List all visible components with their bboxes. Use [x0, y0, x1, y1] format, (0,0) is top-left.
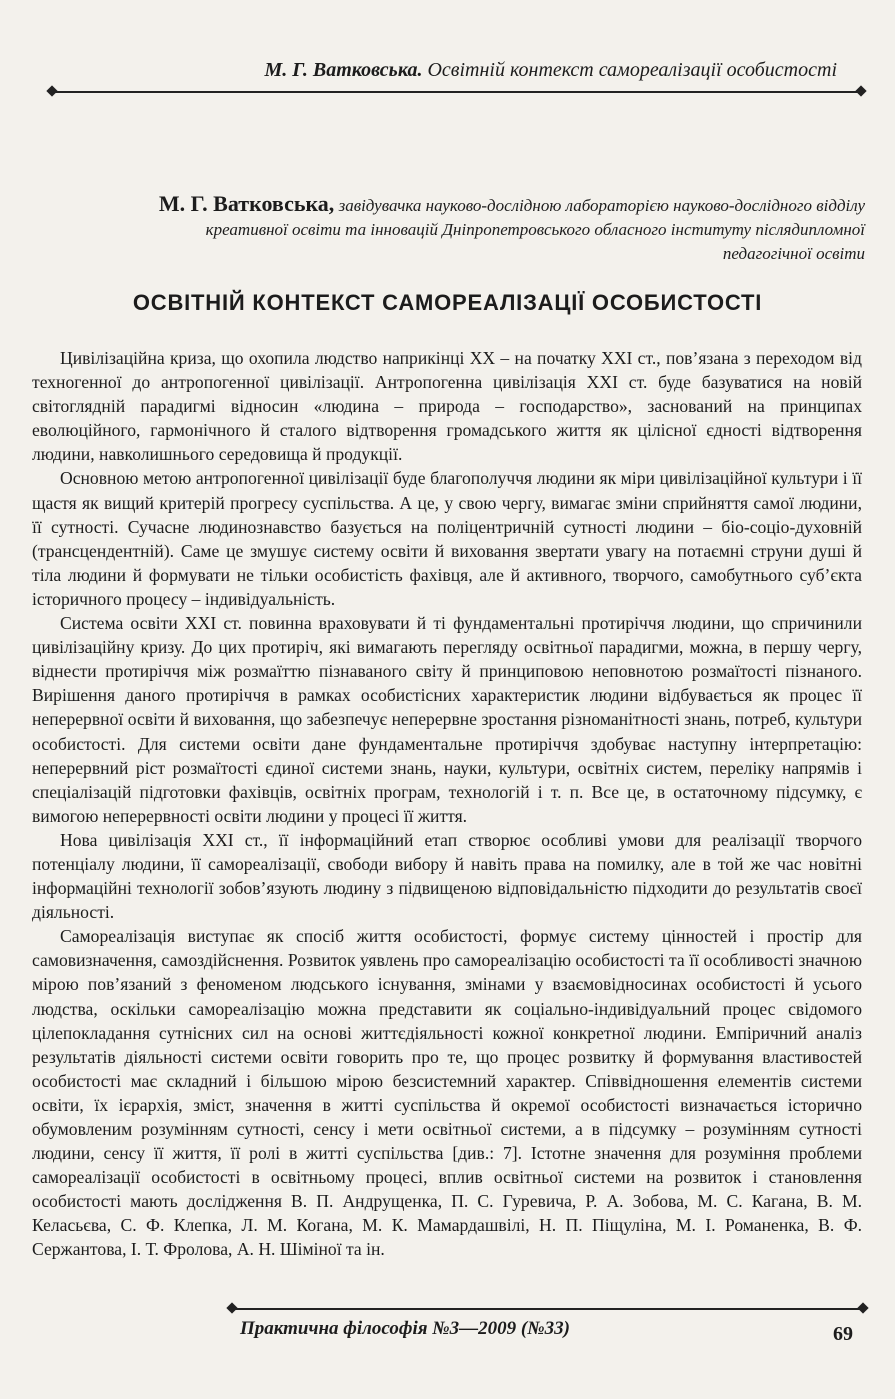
body-paragraph: Самореалізація виступає як спосіб життя особистості, формує систему цінностей і простір для самовизначення, самоздійснення. Розвиток уявлень про самореалізацію особистості та її особливості значною мірою пов’язаний з феноменом людського існування, змінами у взаємовідносинах особистості й усього людства, оскільки самореалізацію можна представити як соціально-індивідуальний процес свідомого цілепокладання сутнісних сил на основі життєдіяльності кожної конкретної людини. Емпіричний аналіз результатів діяльності системи освіти говорить про те, що процес розвитку й формування властивостей особистості має складний і більшою мірою безсистемний характер. Співвідношення елементів системи освіти, їх ієрархія, зміст, значення в житті суспільства й окремої особистості визначається історично обумовленим розумінням сутності, сенсу і мети освітньої системи, а в підсумку – розумінням сутності людини, сенсу її життя, її ролі в житті суспільства [див.: 7]. Істотне значення для розуміння проблеми самореалізації особистості в освітньому процесі, вплив освітньої системи на розвиток і становлення особистості мають дослідження В. П. Андрущенка, П. С. Гуревича, Р. А. Зобова, М. С. Кагана, В. М. Келасьєва, С. Ф. Клепка, Л. М. Когана, М. К. Мамардашвілі, Н. П. Піщуліна, М. І. Романенка, В. Ф. Сержантова, І. Т. Фролова, А. Н. Шіміної та ін.	[32, 926, 862, 1260]
journal-name: Практична філософія №3—2009 (№33)	[240, 1318, 570, 1339]
body-paragraph: Основною метою антропогенної цивілізації буде благополуччя людини як міри цивілізаційної культури і її щастя як вищий критерій прогресу суспільства. А це, у свою чергу, вимагає зміни сприйняття самої людини, її сутності. Сучасне людинознавство базується на поліцентричній сутності людини – біо-соціо-духовній (трансцендентній). Саме це змушує систему освіти й виховання звертати увагу на потаємні струни душі й тіла людини й формувати не тільки особистість фахівця, але й активного, творчого, самобутнього суб’єкта історичного процесу – індивідуальність.	[32, 468, 862, 609]
footer-rule	[232, 1308, 863, 1310]
running-header-author: М. Г. Ватковська.	[264, 59, 423, 81]
header-rule-right-diamond	[855, 85, 866, 96]
article-title: ОСВІТНІЙ КОНТЕКСТ САМОРЕАЛІЗАЦІЇ ОСОБИСТОСТІ	[132, 290, 763, 315]
running-header	[60, 58, 837, 82]
body-paragraph: Нова цивілізація XXI ст., її інформаційний етап створює особливі умови для реалізації творчого потенціалу людини, її самореалізації, свободи вибору й навіть права на помилку, але в той же час новітні інформаційні технології зобов’язують людину з підвищеною відповідальністю підходити до результатів своєї діяльності.	[32, 829, 862, 923]
footer-rule-right-diamond	[857, 1302, 868, 1313]
author-block	[150, 192, 865, 266]
running-header-title: Освітній контекст самореалізації особистості	[422, 59, 837, 81]
header-rule	[52, 91, 861, 93]
body-paragraph: Цивілізаційна криза, що охопила людство наприкінці XX – на початку XXI ст., пов’язана з переходом від техногенної до антропогенної цивілізації. Антропогенна цивілізація XXI ст. буде базуватися на новій світоглядній парадигмі відносин «людина – природа – господарство», заснований на принципах еволюційного, гармонічного й сталого відтворення громадського життя як цілісної єдності відтворення людини, навколишнього середовища й продукції.	[32, 348, 862, 465]
author-affiliation: завідувачка науково-дослідною лабораторією науково-дослідного відділу креативної освіти та інновацій Дніпропетровського обласного інституту післядипломної педагогічної освіти	[205, 196, 865, 263]
body-paragraph: Система освіти XXI ст. повинна враховувати й ті фундаментальні протиріччя людини, що спричинили цивілізаційну кризу. До цих протиріч, які вимагають перегляду освітньої парадигми, можна, в першу чергу, віднести протиріччя між розмаїттю пізнаваного світу й принциповою неповнотою розмаїтості пізнаного. Вирішення даного протиріччя в рамках особистісних характеристик людини відбувається як процес її неперервної освіти й виховання, що забезпечує неперервне зростання різноманітності знань, потреб, культури особистості. Для системи освіти дане фундаментальне протиріччя здобуває наступну інтерпретацію: неперервний ріст розмаїтості єдиної системи знань, науки, культури, освітніх систем, переліку напрямів і спеціалізацій підготовки фахівців, освітніх програм, технологій і т. п. Все це, в остаточному підсумку, є вимогою неперервності освіти людини у процесі її життя.	[32, 613, 862, 826]
article-body	[32, 346, 862, 1262]
author-name: М. Г. Ватковська,	[158, 191, 335, 216]
page-number: 69	[833, 1323, 853, 1345]
